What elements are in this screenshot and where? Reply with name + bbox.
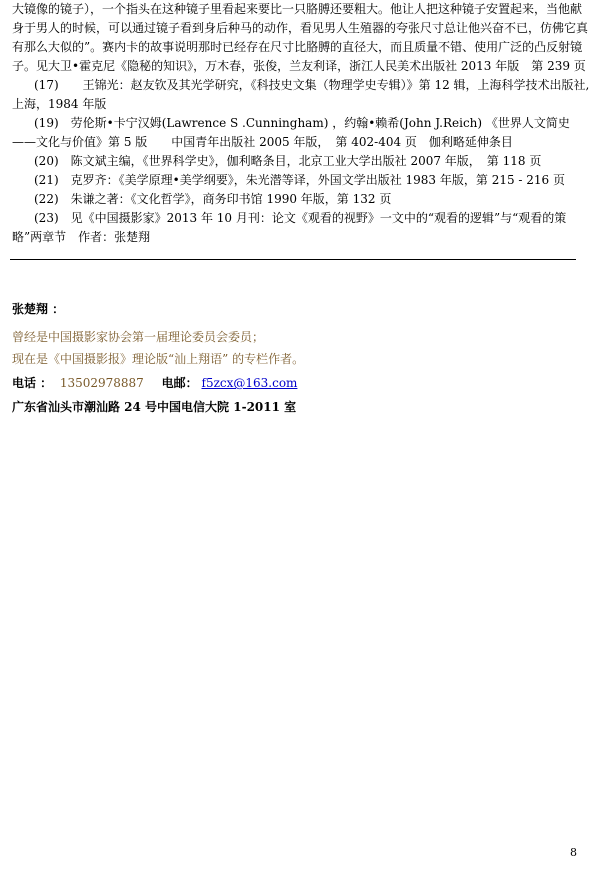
author-bio-line-2: 现在是《中国摄影报》理论版“汕上翔语” 的专栏作者。 (12, 352, 305, 366)
page-number: 8 (570, 846, 577, 859)
author-name: 张楚翔 ： (12, 302, 65, 316)
footnote-20: (20) 陈文斌主编，《世界科学史》，伽利略条目，北京工业大学出版社 2007 年版， 第 118 页 (34, 154, 542, 168)
phone-number: 13502978887 (59, 376, 144, 390)
email-label: 电邮： (161, 376, 198, 390)
footnote-21: (21) 克罗齐：《美学原理•美学纲要》，朱光潜等译，外国文学出版社 1983 年版，第 215 - 216 页 (34, 173, 566, 187)
footnote-22: (22) 朱谦之著：《文化哲学》，商务印书馆 1990 年版，第 132 页 (34, 192, 392, 206)
author-bio-line-1: 曾经是中国摄影家协会第一届理论委员会委员； (12, 330, 265, 344)
contact-line (12, 372, 572, 394)
author-info (12, 300, 572, 418)
footnote-23: (23) 见《中国摄影家》2013 年 10 月刊：论文《观看的视野》一文中的“观看的逻辑”与“观看的策略”两章节 作者：张楚翔 (12, 211, 567, 244)
footnotes (12, 0, 590, 247)
phone-label: 电话 ： (12, 376, 53, 390)
address: 广东省汕头市潮汕路 24 号中国电信大院 1-2011 室 (12, 400, 297, 414)
section-divider (10, 259, 576, 260)
email-link[interactable]: f5zcx@163.com (201, 376, 298, 390)
footnote-19: (19) 劳伦斯•卡宁汉姆(Lawrence S .Cunningham) ，约翰•赖希(John J.Reich) 《世界人文简史——文化与价值》第 5 版 中国青年出版社 2005 年版， 第 402-404 页 伽利略延伸条目 (12, 116, 570, 149)
footnote-17: (17) 王锦光：赵友钦及其光学研究，《科技史文集（物理学史专辑）》第 12 辑，上海科学技术出版社,上海，1984 年版 (12, 78, 590, 111)
footnote-16-continued: 大镜像的镜子），一个指头在这种镜子里看起来要比一只胳膊还要粗大。他让人把这种镜子安置起来，当他献身于男人的时候，可以通过镜子看到身后种马的动作，看见男人生殖器的夸张尺寸总让他兴奋不已，仿佛它真有那么大似的”。赛内卡的故事说明那时已经存在尺寸比胳膊的直径大，而且质量不错、使用广泛的凸反射镜子。见大卫•霍克尼《隐秘的知识》，万木春，张俊，兰友利译，浙江人民美术出版社 2013 年版 第 239 页 (12, 2, 589, 73)
